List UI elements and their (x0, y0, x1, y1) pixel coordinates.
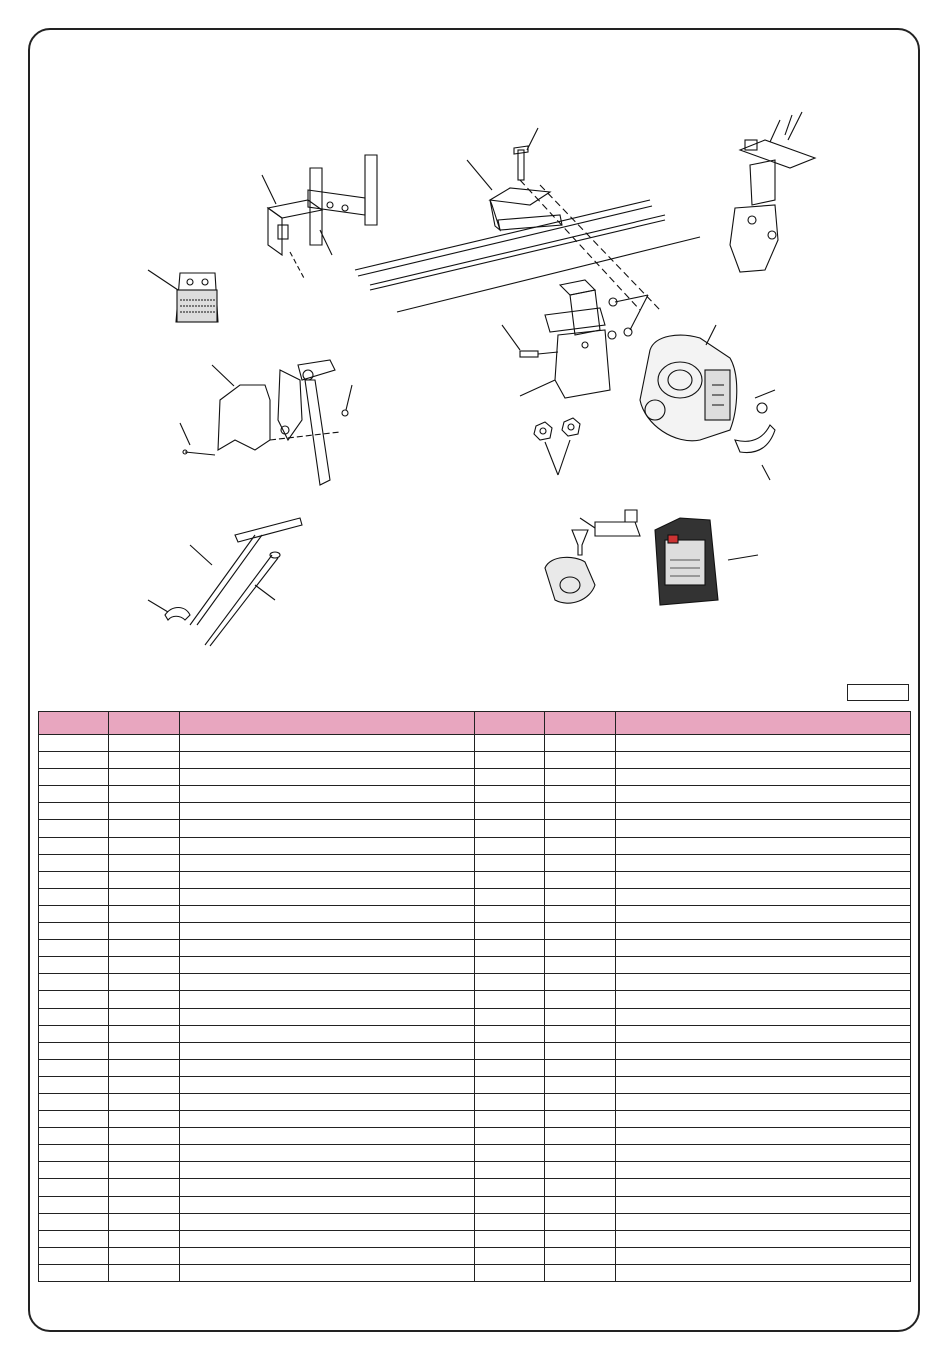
table-cell (616, 1213, 911, 1230)
table-cell (39, 905, 109, 922)
table-cell (545, 1128, 616, 1145)
table-cell (545, 752, 616, 769)
table-cell (109, 1025, 180, 1042)
table-cell (39, 871, 109, 888)
table-cell (545, 1230, 616, 1247)
table-cell (616, 769, 911, 786)
table-cell (475, 837, 545, 854)
table-cell (39, 1042, 109, 1059)
table-cell (180, 1196, 475, 1213)
table-row (39, 1008, 911, 1025)
table-cell (616, 1042, 911, 1059)
table-cell (180, 752, 475, 769)
table-cell (545, 923, 616, 940)
table-cell (180, 837, 475, 854)
parts-table (38, 711, 911, 1282)
table-cell (109, 735, 180, 752)
table-cell (39, 769, 109, 786)
table-cell (39, 820, 109, 837)
table-cell (545, 905, 616, 922)
table-cell (545, 1162, 616, 1179)
column-header (109, 712, 180, 735)
table-cell (545, 1264, 616, 1281)
table-row (39, 803, 911, 820)
table-cell (616, 1162, 911, 1179)
table-cell (180, 1093, 475, 1110)
table-cell (616, 735, 911, 752)
table-cell (109, 820, 180, 837)
table-cell (109, 1247, 180, 1264)
table-cell (545, 1247, 616, 1264)
table-cell (180, 923, 475, 940)
column-header (616, 712, 911, 735)
column-header (475, 712, 545, 735)
table-cell (180, 1230, 475, 1247)
crank-arm-assembly (180, 360, 352, 485)
table-cell (180, 1145, 475, 1162)
table-cell (180, 1111, 475, 1128)
column-header (545, 712, 616, 735)
table-cell (616, 820, 911, 837)
table-cell (616, 1008, 911, 1025)
table-row (39, 1179, 911, 1196)
table-cell (545, 991, 616, 1008)
table-cell (180, 769, 475, 786)
table-cell (109, 1008, 180, 1025)
tube-clamp-bracket (467, 128, 660, 310)
table-row (39, 1213, 911, 1230)
table-row (39, 1247, 911, 1264)
table-cell (109, 786, 180, 803)
table-cell (109, 991, 180, 1008)
table-cell (39, 940, 109, 957)
table-cell (475, 923, 545, 940)
table-cell (616, 1128, 911, 1145)
table-cell (545, 735, 616, 752)
table-cell (109, 1128, 180, 1145)
table-cell (475, 888, 545, 905)
table-cell (475, 735, 545, 752)
table-cell (180, 820, 475, 837)
table-cell (109, 752, 180, 769)
table-row (39, 1196, 911, 1213)
table-cell (39, 1128, 109, 1145)
table-row (39, 888, 911, 905)
table-cell (616, 871, 911, 888)
table-cell (109, 940, 180, 957)
table-cell (616, 957, 911, 974)
table-cell (180, 854, 475, 871)
table-cell (545, 1145, 616, 1162)
table-cell (475, 1059, 545, 1076)
table-cell (109, 837, 180, 854)
table-cell (545, 1111, 616, 1128)
table-cell (180, 991, 475, 1008)
crank-handle-rods (148, 518, 302, 646)
table-cell (616, 1196, 911, 1213)
table-cell (616, 905, 911, 922)
table-cell (109, 769, 180, 786)
table-cell (475, 974, 545, 991)
table-cell (180, 803, 475, 820)
table-cell (180, 1008, 475, 1025)
table-cell (616, 1264, 911, 1281)
table-cell (39, 1213, 109, 1230)
table-cell (109, 888, 180, 905)
table-cell (616, 940, 911, 957)
table-cell (39, 957, 109, 974)
table-row (39, 957, 911, 974)
table-cell (545, 974, 616, 991)
table-row (39, 786, 911, 803)
table-row (39, 1025, 911, 1042)
parts-table-body (39, 735, 911, 1282)
table-cell (109, 1059, 180, 1076)
table-cell (616, 1145, 911, 1162)
table-cell (180, 1025, 475, 1042)
table-cell (180, 1128, 475, 1145)
table-cell (109, 1230, 180, 1247)
table-cell (109, 1145, 180, 1162)
table-cell (475, 1230, 545, 1247)
table-cell (616, 888, 911, 905)
table-cell (475, 1025, 545, 1042)
table-cell (545, 1059, 616, 1076)
instruction-label (148, 270, 218, 322)
table-cell (616, 854, 911, 871)
table-cell (180, 1247, 475, 1264)
table-row (39, 1111, 911, 1128)
table-cell (545, 1008, 616, 1025)
table-cell (180, 957, 475, 974)
table-cell (39, 786, 109, 803)
table-cell (109, 1264, 180, 1281)
table-cell (616, 1247, 911, 1264)
table-cell (39, 803, 109, 820)
table-cell (39, 1230, 109, 1247)
table-cell (39, 1196, 109, 1213)
table-cell (39, 854, 109, 871)
table-cell (39, 1162, 109, 1179)
table-cell (39, 1025, 109, 1042)
table-cell (475, 940, 545, 957)
table-cell (109, 905, 180, 922)
table-cell (109, 854, 180, 871)
table-cell (180, 1076, 475, 1093)
table-cell (180, 974, 475, 991)
table-row (39, 871, 911, 888)
table-cell (39, 1111, 109, 1128)
table-cell (545, 1213, 616, 1230)
table-cell (475, 1179, 545, 1196)
table-cell (39, 1264, 109, 1281)
table-cell (109, 803, 180, 820)
table-cell (180, 1042, 475, 1059)
table-cell (545, 1076, 616, 1093)
table-cell (475, 1111, 545, 1128)
table-cell (616, 1076, 911, 1093)
table-row (39, 1042, 911, 1059)
table-cell (180, 1264, 475, 1281)
table-cell (475, 1008, 545, 1025)
table-row (39, 1059, 911, 1076)
table-cell (109, 957, 180, 974)
table-cell (545, 871, 616, 888)
table-header-row (39, 712, 911, 735)
oil-container (655, 518, 758, 605)
table-cell (109, 1162, 180, 1179)
table-cell (39, 735, 109, 752)
table-cell (109, 1093, 180, 1110)
table-cell (475, 803, 545, 820)
table-cell (616, 1230, 911, 1247)
table-cell (109, 1213, 180, 1230)
table-row (39, 991, 911, 1008)
table-row (39, 1076, 911, 1093)
table-cell (616, 1059, 911, 1076)
table-cell (109, 871, 180, 888)
table-cell (39, 1076, 109, 1093)
table-cell (475, 1128, 545, 1145)
table-cell (545, 803, 616, 820)
table-cell (545, 1042, 616, 1059)
table-cell (545, 1196, 616, 1213)
mounting-plate-bracket (502, 280, 648, 398)
column-header (39, 712, 109, 735)
table-cell (545, 940, 616, 957)
table-cell (180, 1059, 475, 1076)
table-cell (180, 905, 475, 922)
table-cell (545, 786, 616, 803)
table-row (39, 1145, 911, 1162)
table-cell (180, 1179, 475, 1196)
table-cell (475, 854, 545, 871)
table-cell (475, 991, 545, 1008)
table-cell (616, 1025, 911, 1042)
table-cell (545, 820, 616, 837)
table-cell (616, 837, 911, 854)
table-cell (475, 905, 545, 922)
guide-plate-bracket (730, 112, 815, 272)
table-cell (545, 854, 616, 871)
column-header (180, 712, 475, 735)
table-cell (180, 940, 475, 957)
gear-motor-unit (640, 325, 775, 480)
table-cell (616, 991, 911, 1008)
table-row (39, 1162, 911, 1179)
table-cell (180, 871, 475, 888)
table-cell (545, 888, 616, 905)
table-cell (616, 1179, 911, 1196)
table-cell (545, 837, 616, 854)
table-cell (475, 786, 545, 803)
table-row (39, 974, 911, 991)
table-cell (616, 752, 911, 769)
table-cell (616, 1111, 911, 1128)
table-cell (39, 888, 109, 905)
table-row (39, 905, 911, 922)
table-cell (545, 1179, 616, 1196)
table-cell (616, 923, 911, 940)
table-cell (475, 1042, 545, 1059)
table-row (39, 1093, 911, 1110)
table-cell (109, 1179, 180, 1196)
table-row (39, 837, 911, 854)
table-cell (39, 1008, 109, 1025)
table-cell (545, 957, 616, 974)
table-row (39, 820, 911, 837)
table-cell (39, 1247, 109, 1264)
table-cell (475, 820, 545, 837)
table-cell (109, 974, 180, 991)
table-cell (475, 752, 545, 769)
hex-nuts (534, 418, 580, 475)
table-cell (475, 1145, 545, 1162)
table-cell (180, 786, 475, 803)
table-cell (180, 1213, 475, 1230)
table-cell (39, 752, 109, 769)
table-cell (616, 1093, 911, 1110)
vertical-mount-bracket (262, 155, 377, 280)
table-row (39, 1128, 911, 1145)
table-cell (39, 1145, 109, 1162)
table-cell (616, 803, 911, 820)
table-row (39, 940, 911, 957)
table-cell (109, 1076, 180, 1093)
table-cell (109, 923, 180, 940)
table-cell (475, 1196, 545, 1213)
table-cell (39, 923, 109, 940)
table-cell (475, 1213, 545, 1230)
oil-can-and-funnel (545, 510, 640, 603)
exploded-parts-diagram (40, 40, 910, 680)
table-cell (616, 786, 911, 803)
table-cell (39, 974, 109, 991)
table-cell (475, 769, 545, 786)
table-cell (180, 1162, 475, 1179)
table-row (39, 769, 911, 786)
table-cell (39, 1093, 109, 1110)
table-cell (109, 1042, 180, 1059)
table-cell (545, 1025, 616, 1042)
table-cell (475, 1264, 545, 1281)
table-cell (39, 1059, 109, 1076)
table-cell (109, 1111, 180, 1128)
table-row (39, 1230, 911, 1247)
table-cell (39, 837, 109, 854)
table-row (39, 854, 911, 871)
table-cell (109, 1196, 180, 1213)
table-cell (475, 871, 545, 888)
table-row (39, 735, 911, 752)
table-cell (475, 1162, 545, 1179)
table-cell (545, 1093, 616, 1110)
table-row (39, 1264, 911, 1281)
table-cell (475, 957, 545, 974)
table-cell (180, 735, 475, 752)
table-cell (39, 991, 109, 1008)
reference-code-box (847, 684, 909, 701)
table-cell (616, 974, 911, 991)
table-cell (39, 1179, 109, 1196)
table-cell (545, 769, 616, 786)
table-row (39, 923, 911, 940)
table-cell (475, 1076, 545, 1093)
table-cell (475, 1247, 545, 1264)
table-cell (180, 888, 475, 905)
table-row (39, 752, 911, 769)
table-cell (475, 1093, 545, 1110)
